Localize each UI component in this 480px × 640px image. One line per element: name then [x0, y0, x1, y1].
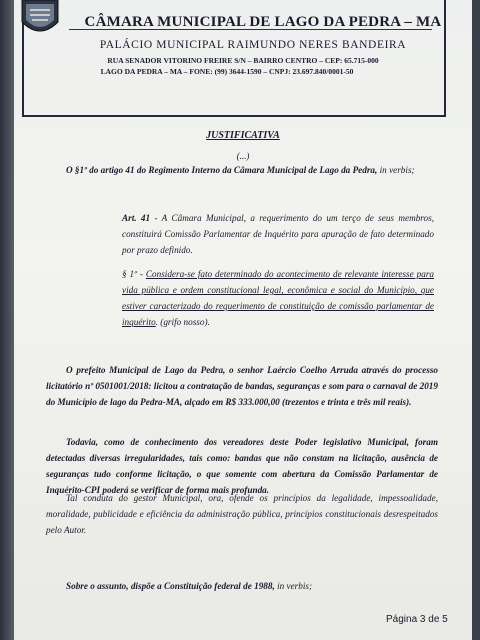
page-number: Página 3 de 5: [386, 614, 448, 625]
document-title: JUSTIFICATIVA: [206, 130, 280, 141]
paragraph-conduct: Tal conduta do gestor Municipal, ora, ofende os princípios da legalidade, impessoalidade, moralidade, publicidade e eficiência da administração pública, princípios constitucionais desrespeitados pelo Autor.: [46, 493, 438, 535]
contact-line: LAGO DA PEDRA – MA – FONE: (99) 3644-1590 – CNPJ: 23.697.840/0001-50: [100, 67, 354, 76]
document-page: [14, 0, 472, 640]
chamber-name: CÂMARA MUNICIPAL DE LAGO DA PEDRA – MA: [84, 14, 442, 30]
ellipsis-marker: (...): [236, 151, 250, 161]
paragraph-label: § 1º: [122, 269, 137, 279]
intro-in-verbis: in verbis;: [377, 165, 415, 175]
header-rule: [69, 29, 432, 30]
address-line: RUA SENADOR VITORINO FREIRE S/N – BAIRRO CENTRO – CEP: 65.715-000: [107, 56, 379, 65]
page-edge-shadow-right: [472, 0, 480, 640]
paragraph-1-quote: [122, 266, 434, 330]
intro-bold-text: O §1º do artigo 41 do Regimento Interno da Câmara Municipal de Lago da Pedra,: [66, 165, 378, 175]
constitution-bold-text: Sobre o assunto, dispõe a Constituição federal de 1988,: [66, 581, 275, 591]
page-edge-shadow: [0, 0, 14, 640]
paragraph-irregularities: Todavia, como de conhecimento dos vereadores deste Poder legislativo Municipal, foram detectadas diversas irregularidades, tais como: bandas que não constam na licitação, ausência de seguranças tudo conforme licitação, o que somente com abertura da Comissão Parlamentar de Inquérito-CPI poderá se verificar de forma mais profunda.: [46, 437, 438, 495]
paragraph-intro: [46, 162, 438, 178]
constitution-in-verbis: in verbis;: [274, 581, 313, 591]
paragraph-suffix: . (grifo nosso).: [155, 317, 210, 327]
article-text: - A Câmara Municipal, a requerimento do um terço de seus membros, constituirá Comissão Parlamentar de Inquérito para apuração de fato determinado por prazo definido.: [122, 213, 434, 255]
paragraph-mayor: O prefeito Municipal de Lago da Pedra, o senhor Laércio Coelho Arruda através do processo licitatório nº 0501001/2018: licitou a contratação de bandas, seguranças e som para o carnaval de 2019 do Município de lago da Pedra-MA, alçado em R$ 333.000,00 (trezentos e trinta e três mil reais).: [46, 365, 438, 407]
paragraph-dash: -: [136, 269, 146, 279]
palace-name: PALÁCIO MUNICIPAL RAIMUNDO NERES BANDEIRA: [99, 39, 407, 51]
paragraph-underlined-text: Considera-se fato determinado do acontecimento de relevante interesse para vida pública e ordem constitucional legal, econômica e social do Município, que estiver caracterizado do requerimento de constituição de comissão parlamentar de inquérito: [122, 269, 434, 327]
paragraph-constitution: [66, 578, 438, 594]
article-label: Art. 41: [122, 213, 151, 223]
article-41-quote: [122, 210, 434, 258]
